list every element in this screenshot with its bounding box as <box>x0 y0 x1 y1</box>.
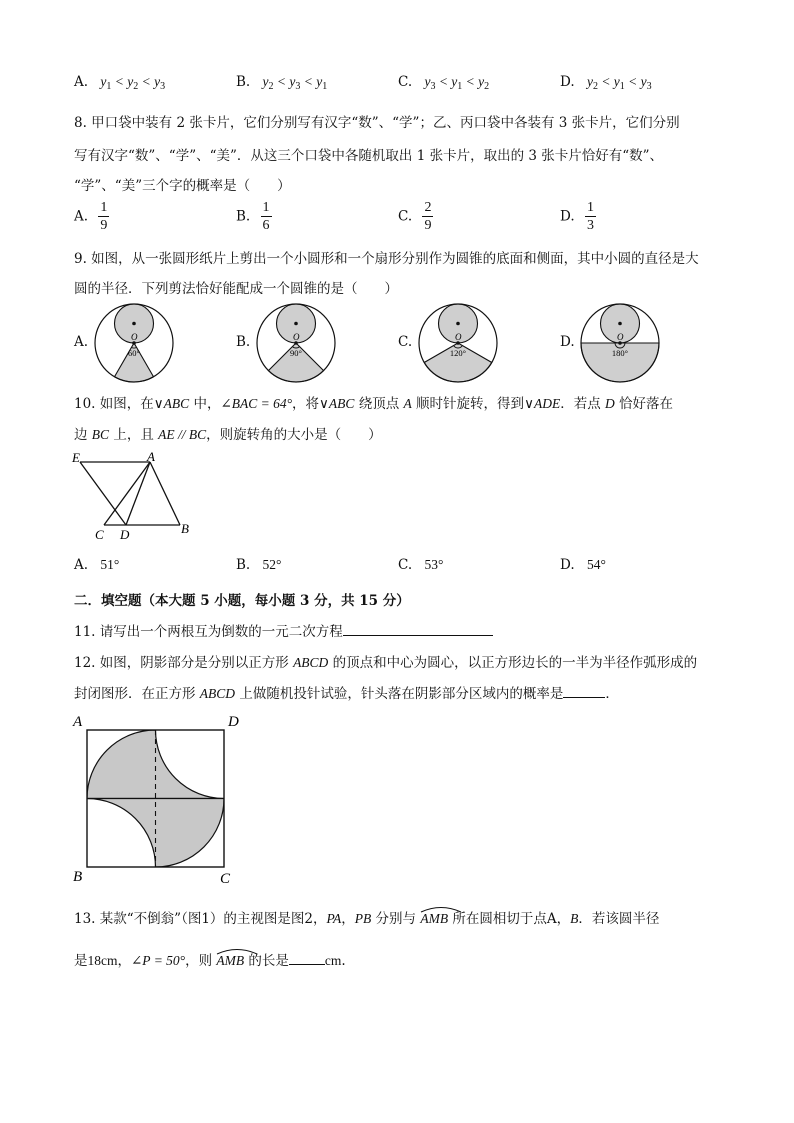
option-expression: $y_2 < y_1 < y_3$ <box>586 74 652 92</box>
text: 是 <box>74 953 88 969</box>
q12-square-figure <box>70 712 250 884</box>
q13-line-2 <box>74 949 346 969</box>
text: 绕顶点 <box>354 396 404 412</box>
option-expression: $y_2 < y_3 < y_1$ <box>262 74 328 92</box>
text: ， <box>117 953 131 969</box>
q10-rotation-figure <box>70 452 200 544</box>
option-letter: D. <box>560 74 575 90</box>
q8-option-c <box>398 199 433 234</box>
denominator: 9 <box>100 218 108 233</box>
arc-mark-icon <box>215 947 259 955</box>
angle-label: 90° <box>290 348 302 358</box>
segment-ac <box>104 462 150 525</box>
unit: cm <box>324 953 342 968</box>
section-2-heading: 二．填空题（本大题 5 小题，每小题 3 分，共 15 分） <box>74 593 410 609</box>
triangle-name: ABC <box>163 396 190 411</box>
label-d: D <box>120 527 130 542</box>
option-letter: B. <box>236 334 251 350</box>
option-letter: C. <box>398 557 413 573</box>
q8-option-a <box>74 199 109 234</box>
cone-cutting-figure-c <box>416 302 500 384</box>
parallel-expression: AE // BC <box>158 427 207 442</box>
segment-name: PA <box>326 911 342 926</box>
small-circle-center-dot <box>618 322 622 326</box>
fraction <box>261 199 272 234</box>
label-a: A <box>147 452 155 464</box>
answer-blank <box>563 685 605 698</box>
text: ， <box>341 911 355 927</box>
fraction <box>422 199 433 234</box>
q8-line-2: 写有汉字“数”、“学”、“美”．从这三个口袋中各随机取出 1 张卡片，取出的 3 张卡片恰好有“数”、 <box>74 148 664 164</box>
small-circle-center-dot <box>456 322 460 326</box>
option-expression: $y_1 < y_2 < y_3$ <box>100 74 166 92</box>
arc-mark-icon <box>419 905 463 913</box>
triangle-name: ABC <box>328 396 355 411</box>
point-name: D <box>605 396 615 411</box>
segment-ed <box>80 462 126 525</box>
option-letter: A. <box>74 208 89 225</box>
text: 所在圆相切于点A， <box>448 911 571 927</box>
label-c: C <box>95 527 104 542</box>
point-name: A <box>403 396 412 411</box>
arc-notation <box>216 953 244 969</box>
label-d: D <box>228 714 239 730</box>
angle-expression: ∠BAC = 64° <box>220 396 293 411</box>
q7-option-d <box>560 74 652 92</box>
point-name: B <box>570 911 579 926</box>
square-name: ABCD <box>293 655 329 670</box>
text: ，则 <box>185 953 217 969</box>
option-value: 51° <box>100 557 120 572</box>
fraction <box>585 199 596 234</box>
text: 中， <box>189 396 221 412</box>
numerator: 1 <box>100 200 108 215</box>
answer-blank <box>289 952 325 965</box>
text: ．若该圆半径 <box>578 911 660 927</box>
label-b: B <box>181 521 189 536</box>
cone-cutting-figure-d <box>578 302 662 384</box>
denominator: 9 <box>424 218 432 233</box>
option-letter: D. <box>560 557 575 573</box>
denominator: 6 <box>262 218 270 233</box>
segment-name: BC <box>91 427 110 442</box>
option-letter: B. <box>236 208 251 225</box>
text: 边 <box>74 427 92 443</box>
text: 封闭图形．在正方形 <box>74 686 200 702</box>
text: . <box>341 953 346 969</box>
option-letter: D. <box>560 208 575 225</box>
triangle-symbol: ∨ <box>153 396 164 412</box>
center-label: O <box>293 332 300 342</box>
center-label: O <box>455 332 462 342</box>
numerator: 2 <box>424 200 432 215</box>
arc-name: AMB <box>420 911 449 926</box>
cone-cutting-figure-a <box>92 302 176 384</box>
angle-label: 60° <box>128 348 140 358</box>
segment-ab <box>150 462 180 525</box>
option-letter: A. <box>74 334 89 350</box>
fraction <box>98 199 109 234</box>
text: 分别与 <box>371 911 421 927</box>
small-circle-center-dot <box>294 322 298 326</box>
q9-line-1: 9. 如图，从一张圆形纸片上剪出一个小圆形和一个扇形分别作为圆锥的底面和侧面，其中小圆的直径是大 <box>74 251 699 267</box>
text: 12. 如图，阴影部分是分别以正方形 <box>74 655 294 671</box>
angle-expression: ∠P = 50° <box>131 953 186 968</box>
cone-cutting-figure-b <box>254 302 338 384</box>
q13-line-1 <box>74 907 659 927</box>
option-letter: B. <box>236 557 251 573</box>
text: 上做随机投针试验，针头落在阴影部分区域内的概率是 <box>235 686 564 702</box>
option-value: 53° <box>424 557 444 572</box>
label-e: E <box>72 452 80 465</box>
option-expression: $y_3 < y_1 < y_2$ <box>424 74 490 92</box>
center-label: O <box>131 332 138 342</box>
arc-notation <box>420 911 448 927</box>
radius-value: 18cm <box>87 953 118 968</box>
q10-option-d <box>560 557 606 573</box>
q8-option-b <box>236 199 272 234</box>
q8-line-1: 8. 甲口袋中装有 2 张卡片，它们分别写有汉字“数”、“学”；乙、丙口袋中各装有 3 张卡片，它们分别 <box>74 115 680 131</box>
text: 顺时针旋转，得到 <box>411 396 525 412</box>
text: 上，且 <box>109 427 159 443</box>
text: ，则旋转角的大小是（ ） <box>206 427 382 443</box>
q10-option-b <box>236 557 281 573</box>
arc-name: AMB <box>216 953 245 968</box>
segment-ad <box>126 462 150 525</box>
text: 13. 某款“不倒翁”（图1）的主视图是图2， <box>74 911 327 927</box>
option-letter: D. <box>560 334 575 350</box>
text: 的顶点和中心为圆心，以正方形边长的一半为半径作弧形成的 <box>328 655 698 671</box>
small-circle-center-dot <box>132 322 136 326</box>
q10-line-1 <box>74 392 673 412</box>
numerator: 1 <box>262 200 270 215</box>
triangle-symbol: ∨ <box>524 396 534 412</box>
text: ． <box>605 686 619 702</box>
option-letter: C. <box>398 334 413 350</box>
option-letter: B. <box>236 74 251 90</box>
q8-option-d <box>560 199 596 234</box>
text: 11. 请写出一个两根互为倒数的一元二次方程 <box>74 624 343 640</box>
option-letter: A. <box>74 557 89 573</box>
angle-label: 180° <box>611 348 629 358</box>
q8-line-3: “学”、“美”三个字的概率是（ ） <box>74 178 291 194</box>
text: ，将 <box>292 396 320 412</box>
center-label: O <box>617 332 624 342</box>
text: 10. 如图，在 <box>74 396 154 412</box>
square-name: ABCD <box>199 686 236 701</box>
q10-line-2 <box>74 423 382 443</box>
triangle-symbol: ∨ <box>319 396 329 412</box>
numerator: 1 <box>586 200 594 215</box>
q7-option-c <box>398 74 489 92</box>
option-letter: A. <box>74 74 89 90</box>
text: 恰好落在 <box>614 396 674 412</box>
label-c: C <box>220 871 231 884</box>
triangle-name: ADE <box>533 396 561 411</box>
label-a: A <box>73 714 83 730</box>
option-letter: C. <box>398 208 413 225</box>
q11-line <box>74 620 493 640</box>
label-b: B <box>73 869 83 884</box>
segment-name: PB <box>354 911 372 926</box>
text: ．若点 <box>560 396 605 412</box>
q12-line-2 <box>74 682 619 702</box>
angle-label: 120° <box>449 348 467 358</box>
q7-option-a <box>74 74 165 92</box>
denominator: 3 <box>586 218 594 233</box>
q10-option-a <box>74 557 119 573</box>
q12-line-1 <box>74 651 697 671</box>
option-letter: C. <box>398 74 413 90</box>
option-value: 54° <box>586 557 606 572</box>
q9-line-2: 圆的半径．下列剪法恰好能配成一个圆锥的是（ ） <box>74 281 398 297</box>
option-value: 52° <box>262 557 282 572</box>
q7-option-b <box>236 74 327 92</box>
text: 的长是 <box>244 953 289 969</box>
q10-option-c <box>398 557 443 573</box>
answer-blank <box>343 623 493 636</box>
